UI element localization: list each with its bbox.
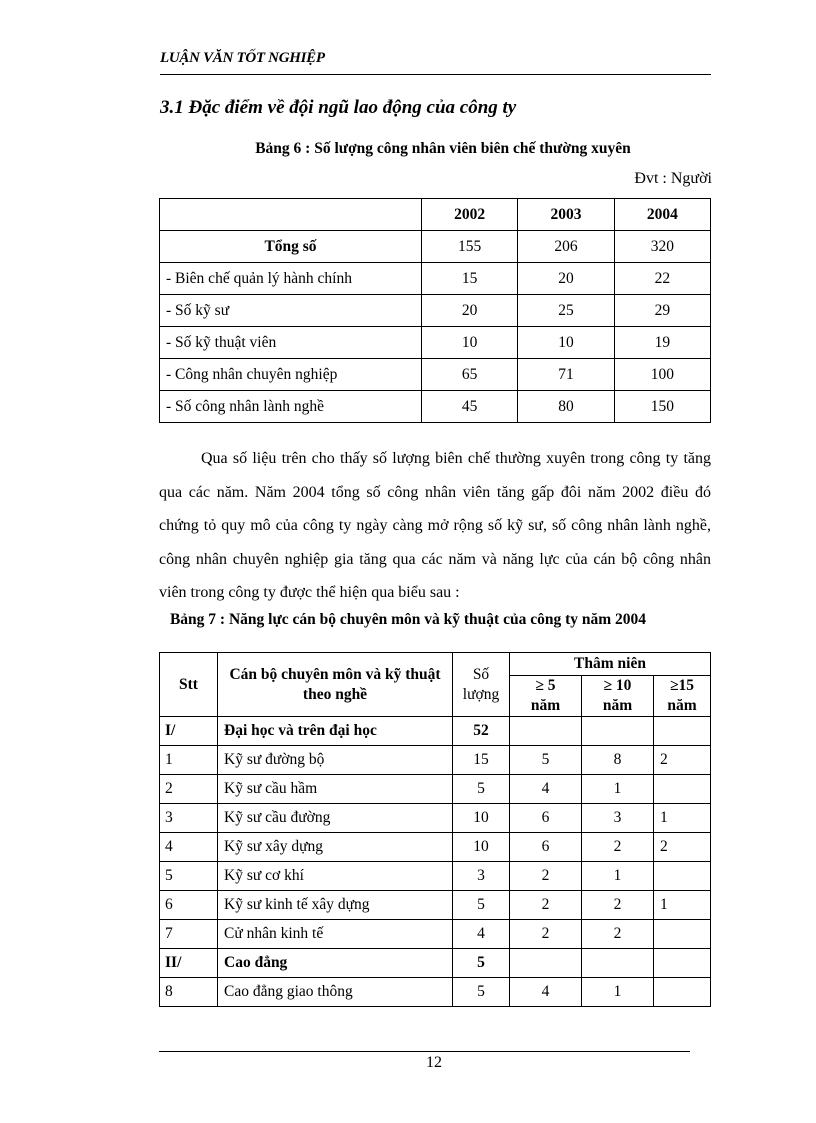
cell-s15: 2 [654, 833, 711, 862]
table-row [160, 862, 711, 891]
cell-qty: 5 [453, 978, 510, 1007]
cell-qty: 4 [453, 920, 510, 949]
cell-2002: 10 [422, 327, 518, 359]
table-row [160, 804, 711, 833]
staff-count-table [159, 198, 711, 423]
column-header-15-years [654, 676, 711, 717]
table-header-row [160, 199, 711, 231]
fifteen-years-word: năm [667, 697, 697, 714]
cell-2004: 320 [614, 231, 710, 263]
five-years-word: năm [530, 697, 561, 714]
cell-s15: 1 [654, 804, 711, 833]
table-row [160, 746, 711, 775]
running-header: LUẬN VĂN TỐT NGHIỆP [160, 50, 325, 66]
cell-name: Đại học và trên đại học [218, 717, 453, 746]
column-header-10-years [582, 676, 654, 717]
cell-s15 [654, 862, 711, 891]
cell-s10: 3 [582, 804, 654, 833]
cell-stt: 5 [160, 862, 218, 891]
cell-2003: 71 [518, 359, 614, 391]
column-header-5-years [510, 676, 582, 717]
cell-2004: 29 [614, 295, 710, 327]
cell-s10: 2 [582, 833, 654, 862]
cell-qty: 5 [453, 949, 510, 978]
cell-2004: 100 [614, 359, 710, 391]
cell-qty: 52 [453, 717, 510, 746]
cell-qty: 10 [453, 833, 510, 862]
cell-s10: 1 [582, 862, 654, 891]
table-row [160, 775, 711, 804]
cell-stt: 3 [160, 804, 218, 833]
row-label: Tổng số [160, 231, 422, 263]
table-row [160, 391, 711, 423]
table6-unit: Đvt : Người [634, 170, 712, 187]
staff-capacity-table [159, 652, 711, 1007]
cell-s5: 5 [510, 746, 582, 775]
cell-s10: 1 [582, 978, 654, 1007]
cell-s5: 6 [510, 804, 582, 833]
cell-2003: 80 [518, 391, 614, 423]
cell-qty: 15 [453, 746, 510, 775]
cell-s15 [654, 717, 711, 746]
row-label: - Số kỹ sư [160, 295, 422, 327]
table-row [160, 295, 711, 327]
cell-s15: 1 [654, 891, 711, 920]
column-header-seniority: Thâm niên [510, 653, 711, 676]
column-header-stt: Stt [160, 653, 218, 717]
column-header-2004: 2004 [614, 199, 710, 231]
footer-divider [159, 1051, 690, 1052]
cell-s10 [582, 949, 654, 978]
row-label: - Công nhân chuyên nghiệp [160, 359, 422, 391]
column-header-quantity [453, 653, 510, 717]
cell-2002: 65 [422, 359, 518, 391]
ten-years-word: năm [602, 697, 633, 714]
cell-s10: 8 [582, 746, 654, 775]
cell-qty: 5 [453, 775, 510, 804]
group-row [160, 717, 711, 746]
fifteen-years-symbol: ≥15 [669, 677, 694, 694]
cell-2004: 22 [614, 263, 710, 295]
row-label: - Số công nhân lành nghề [160, 391, 422, 423]
cell-s10: 2 [582, 920, 654, 949]
cell-s15 [654, 920, 711, 949]
header-divider [160, 74, 711, 75]
column-header-name: Cán bộ chuyên môn và kỹ thuật theo nghề [218, 653, 453, 717]
table-header-row [160, 653, 711, 676]
table-row [160, 231, 711, 263]
table-row [160, 920, 711, 949]
table-row [160, 263, 711, 295]
cell-s15 [654, 978, 711, 1007]
cell-s5: 4 [510, 775, 582, 804]
cell-2004: 150 [614, 391, 710, 423]
cell-s15 [654, 775, 711, 804]
quantity-label-line1: Số [472, 665, 490, 683]
cell-stt: II/ [160, 949, 218, 978]
cell-name: Kỹ sư cơ khí [218, 862, 453, 891]
cell-2002: 15 [422, 263, 518, 295]
cell-qty: 5 [453, 891, 510, 920]
table-row [160, 327, 711, 359]
cell-2003: 10 [518, 327, 614, 359]
table-row [160, 891, 711, 920]
cell-stt: 6 [160, 891, 218, 920]
section-title: 3.1 Đặc điểm về đội ngũ lao động của công ty [160, 97, 517, 118]
cell-stt: 4 [160, 833, 218, 862]
cell-s15 [654, 949, 711, 978]
cell-stt: 1 [160, 746, 218, 775]
cell-2002: 20 [422, 295, 518, 327]
table-row [160, 833, 711, 862]
table-row [160, 978, 711, 1007]
cell-s15: 2 [654, 746, 711, 775]
cell-name: Cử nhân kinh tế [218, 920, 453, 949]
cell-s10: 1 [582, 775, 654, 804]
cell-s5 [510, 717, 582, 746]
cell-name: Kỹ sư đường bộ [218, 746, 453, 775]
column-header-2003: 2003 [518, 199, 614, 231]
cell-2004: 19 [614, 327, 710, 359]
cell-s5: 2 [510, 891, 582, 920]
cell-qty: 10 [453, 804, 510, 833]
cell-stt: 8 [160, 978, 218, 1007]
five-years-symbol: ≥ 5 [535, 677, 556, 694]
cell-name: Kỹ sư xây dựng [218, 833, 453, 862]
cell-s5: 2 [510, 920, 582, 949]
cell-2003: 25 [518, 295, 614, 327]
cell-stt: 2 [160, 775, 218, 804]
cell-s5: 2 [510, 862, 582, 891]
cell-name: Cao đẳng [218, 949, 453, 978]
table-row [160, 359, 711, 391]
cell-stt: I/ [160, 717, 218, 746]
cell-s10: 2 [582, 891, 654, 920]
table-header-empty [160, 199, 422, 231]
cell-2003: 20 [518, 263, 614, 295]
cell-2002: 45 [422, 391, 518, 423]
cell-name: Cao đẳng giao thông [218, 978, 453, 1007]
cell-2003: 206 [518, 231, 614, 263]
row-label: - Số kỹ thuật viên [160, 327, 422, 359]
quantity-label-line2: lượng [462, 685, 500, 703]
group-row [160, 949, 711, 978]
ten-years-symbol: ≥ 10 [603, 677, 632, 694]
cell-s10 [582, 717, 654, 746]
cell-name: Kỹ sư kinh tế xây dựng [218, 891, 453, 920]
cell-s5: 6 [510, 833, 582, 862]
cell-name: Kỹ sư cầu hầm [218, 775, 453, 804]
table6-caption: Bảng 6 : Số lượng công nhân viên biên chế thường xuyên [255, 140, 631, 157]
body-paragraph: Qua số liệu trên cho thấy số lượng biên chế thường xuyên trong công ty tăng qua các năm. Năm 2004 tổng số công nhân viên tăng gấp đôi năm 2002 điều đó chứng tỏ quy mô của công ty ngày càng mở rộng số kỹ sư, số công nhân lành nghề, công nhân chuyên nghiệp gia tăng qua các năm và năng lực của cán bộ công nhân viên trong công ty được thể hiện qua biểu sau : [159, 450, 711, 601]
cell-qty: 3 [453, 862, 510, 891]
cell-stt: 7 [160, 920, 218, 949]
row-label: - Biên chế quản lý hành chính [160, 263, 422, 295]
cell-s5 [510, 949, 582, 978]
table7-caption: Bảng 7 : Năng lực cán bộ chuyên môn và kỹ thuật của công ty năm 2004 [169, 611, 647, 628]
cell-2002: 155 [422, 231, 518, 263]
cell-s5: 4 [510, 978, 582, 1007]
cell-name: Kỹ sư cầu đường [218, 804, 453, 833]
page-number: 12 [426, 1054, 442, 1071]
column-header-2002: 2002 [422, 199, 518, 231]
